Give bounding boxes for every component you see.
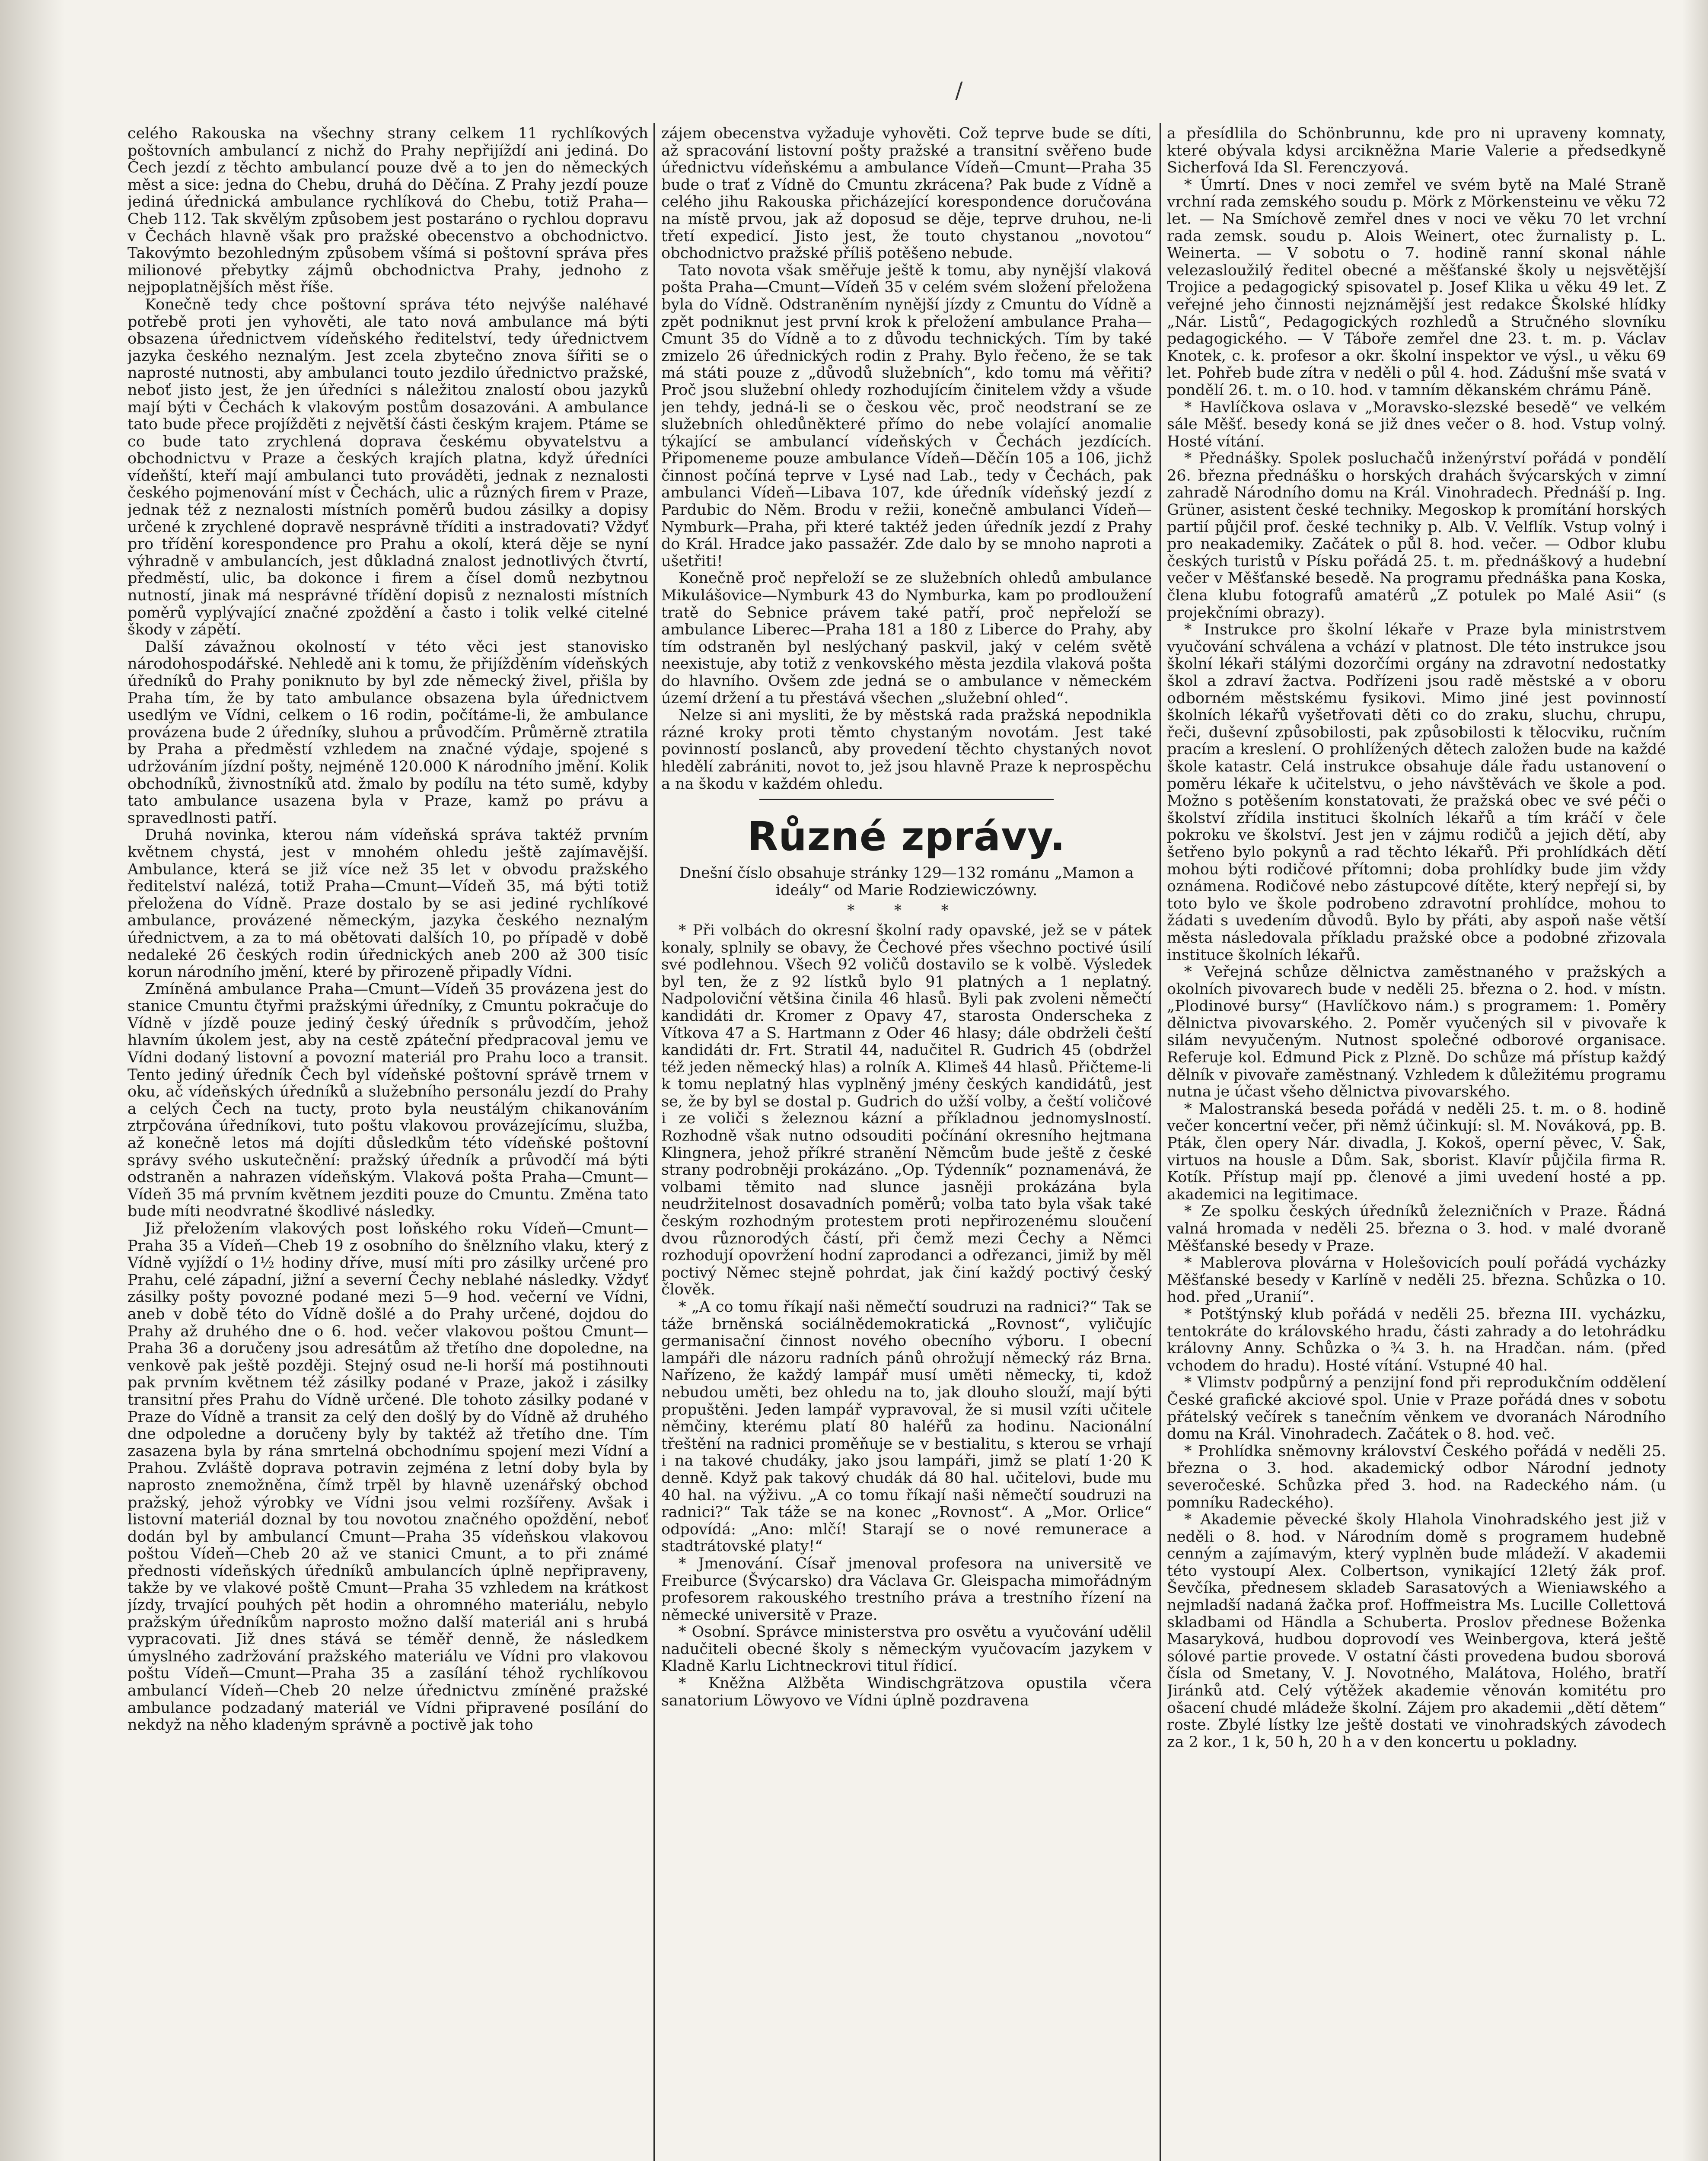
news-item: * Akademie pěvecké školy Hlahola Vinohradského jest již v neděli o 8. hod. v Národním domě s programem hudebně cenným a zajímavým, který vyplněn bude mládeží. V akademii této vystoupí Alex. Colbertson, vynikající 12letý žák prof. Ševčíka, přednesem skladeb Sarasatových a Wieniawského a nejmladší nadaná žačka prof. Hoffmeistra Ms. Lucille Collettová skladbami od Händla a Schuberta. Proslov přednese Boženka Masaryková, hudbou doprovodí ves Weinbergova, která ještě sólové partie provede. V ostatní části provedena budou sborová čísla od Smetany, V. J. Novotného, Malátova, Holého, bratří Jiránků atd. Celý výtěžek akademie věnován komitétu pro ošacení chudé mládeže školní. Zájem pro akademii „dětí dětem“ roste. Zbylé lístky lze ještě dostati ve vinohradských závodech za 2 kor., 1 k, 50 h, 20 h a v den koncertu u pokladny.: [1167, 1511, 1666, 1751]
article-paragraph: Nelze si ani mysliti, že by městská rada pražská nepodnikla rázné kroky proti těmto chystaným novotám. Jest také povinností poslanců, aby provedení těchto chystaných novot hledělí zabrániti, novot to, jež jsou hlavně Praze k neprospěchu a na škodu v každém ohledu.: [661, 707, 1152, 793]
page-mark: /: [955, 78, 963, 104]
separator-stars: * * *: [847, 902, 966, 920]
section-headline: Různé zprávy.: [747, 813, 1066, 860]
news-item: * Při volbách do okresní školní rady opavské, jež se v pátek konaly, splnily se obavy, že Čechové přes všechno poctivé úsilí své podlehnou. Všech 92 voličů dostavilo se k volbě. Výsledek byl ten, že z 92 lístků bylo 91 platných a 1 neplatný. Nadpoloviční většina činila 46 hlasů. Byli pak zvoleni němečtí kandidáti dr. Kromer z Opavy 47, starosta Onderscheka z Vítkova 47 a S. Hartmann z Oder 46 hlasy; dále obdrželi čeští kandidáti dr. Frt. Stratil 44, nadučitel R. Gudrich 45 (obdržel též jeden německý hlas) a rolník A. Klimeš 44 hlasů. Přičteme-li k tomu neplatný hlas vyplněný jmény českých kandidátů, jest se, že by byl se dostal p. Gudrich do užší volby, a čeští voličové i ze voliči s železnou kázní a příkladnou jednomyslností. Rozhodně však nutno odsouditi počínání okresního hejtmana Klingnera, jehož příkré stranění Němcům bude ještě z české strany podrobněji prokázáno. „Op. Týdenník“ poznamenává, že volbami těmito nad slunce jasněji prokázána byla neudržitelnost dosavadních poměrů; volba tato byla však také českým rozhodným protestem proti nepřirozenému sloučení dvou různorodých částí, při čemž mezi Čechy a Němci rozhodují opovržení hodní zaprodanci a odřezanci, jimiž by měl poctivý Němec stejně pohrdat, jak činí každý poctivý český člověk.: [661, 921, 1152, 1299]
article-paragraph: Konečně proč nepřeloží se ze služebních ohledů ambulance Mikulášovice—Nymburk 43 do Nymburka, kam po prodloužení tratě do Sebnice právem také patří, proč nepřeloží se ambulance Liberec—Praha 181 a 180 z Liberce do Prahy, aby tím odstraněn byl neslýchaný paskvil, jaký v celém světě neexistuje, aby totiž z venkovského města jezdila vlaková pošta do hlavního. Ovšem zde jedná se o ambulance v německém území držení a tu přestává všechen „služební ohled“.: [661, 570, 1152, 707]
news-item: * Potštýnský klub pořádá v neděli 25. března III. vycházku, tentokráte do královského hradu, části zahrady a do letohrádku královny Anny. Schůzka o ¾ 3. h. na Hradčan. nám. (před vchodem do hradu). Hosté vítání. Vstupné 40 hal.: [1167, 1305, 1666, 1374]
article-paragraph: Konečně tedy chce poštovní správa této nejvýše naléhavé potřebě proti jen vyhověti, ale tato nová ambulance má býti obsazena úřednictvem vídeňského ředitelství, tedy úřednictvem jazyka českého neznalým. Jest zcela zbytečno znova šířiti se o naprosté nutnosti, aby ambulanci touto jezdilo úřednictvo pražské, neboť jisto jest, že jen úředníci s náležitou znalostí obou jazyků mají býti v Čechách k vlakovým postům dosazováni. A ambulance tato bude přece projížděti z největší části českým krajem. Ptáme se co bude tato zrychlená doprava českému obyvatelstvu a obchodnictvu v Praze a českých krajích platna, když úředníci vídeňští, kteří mají ambulanci tuto prováděti, jednak z neznalosti českého pojmenování míst v Čechách, ulic a různých firem v Praze, jednak též z neznalosti místních poměrů budou zásilky a dopisy určené k zrychlené dopravě nesprávně tříditi a instradovati? Vždyť pro třídění korespondence pro Prahu a okolí, která děje se nyní výhradně v ambulancích, jest důkladná znalost jednotlivých čtvrtí, předměstí, ulic, ba dokonce i firem a čísel domů nezbytnou nutností, jinak má nesprávné třídění dopisů z neznalosti místních poměrů vyplývající značné zpoždění a často i tolik velké citelné škody v zápětí.: [127, 296, 648, 639]
news-item: * Jmenování. Císař jmenoval profesora na universitě ve Freiburce (Švýcarsko) dra Václava Gr. Gleispacha mimořádným profesorem rakouského trestního práva a trestního řízení na německé universitě v Praze.: [661, 1555, 1152, 1624]
article-paragraph: zájem obecenstva vyžaduje vyhověti. Což teprve bude se díti, až spracování listovní pošty pražské a transitní svěřeno bude úřednictvu vídeňskému a ambulance Vídeň—Cmunt—Praha 35 bude o trať z Vídně do Cmuntu zkrácena? Pak bude z Vídně a celého jihu Rakouska přicházející korespondence doručována na místě prvou, jak až doposud se děje, teprve druhou, ne-li třetí expedicí. Jisto jest, že touto chystanou „novotou“ obchodnictvo pražské příliš potěšeno nebude.: [661, 125, 1152, 262]
section-note: Dnešní číslo obsahuje stránky 129—132 románu „Mamon a ideály“ od Marie Rodziewiczówny.: [679, 864, 1134, 899]
news-item: * Malostranská beseda pořádá v neděli 25. t. m. o 8. hodině večer koncertní večer, při němž účinkují: sl. M. Nováková, pp. B. Pták, člen opery Nár. divadla, J. Kokoš, operní pěvec, V. Šak, virtuos na housle a Dům. Sak, sborist. Klavír půjčila firma R. Kotík. Přístup mají pp. členové a jimi uvedení hosté a pp. akademici na legitimace.: [1167, 1100, 1666, 1203]
article-paragraph: Tato novota však směřuje ještě k tomu, aby nynější vlaková pošta Praha—Cmunt—Vídeň 35 v celém svém složení přeložena byla do Vídně. Odstraněním nynější jízdy z Cmuntu do Vídně a zpět podniknut jest první krok k přeložení ambulance Praha—Cmunt 35 do Vídně a to z důvodu technických. Tím by také zmizelo 26 úřednických rodin z Prahy. Bylo řečeno, že se tak má státi pouze z „důvodů služebních“, kdo tomu má věřiti? Proč jsou služební ohledy rozhodujícím činitelem vždy a všude jen tehdy, jedná-li se o českou věc, proč neodstraní se ze služebních ohledůněkteré přímo do nebe volající anomalie týkající se ambulancí vídeňských v Čechách jezdících. Připomeneme pouze ambulance Vídeň—Děčín 105 a 106, jichž činnost počíná teprve v Lysé nad Lab., tedy v Čechách, pak ambulanci Vídeň—Libava 107, kde úředník vídeňský jezdí z Pardubic do Něm. Brodu v režii, konečně ambulanci Vídeň—Nymburk—Praha, při které taktéž jeden úředník jezdí z Prahy do Král. Hradce jako passažér. Zde dalo by se mnoho naproti a ušetřiti!: [661, 261, 1152, 570]
news-item: * Veřejná schůze dělnictva zaměstnaného v pražských a okolních pivovarech bude v neděli 25. března o 2. hod. v místn. „Plodinové bursy“ (Havlíčkovo nám.) s programem: 1. Poměry dělnictva pivovarského. 2. Poměr vyučených sil v pivovaře k silám nevyučeným. Nutnost společné odborové organisace. Referuje kol. Edmund Pick z Plzně. Do schůze má přístup každý dělník v pivovaře zaměstnaný. Vzhledem k důležitému programu nutna je účast všeho dělnictva pivovarského.: [1167, 963, 1666, 1101]
news-item: * Mablerova plovárna v Holešovicích poulí pořádá vycházky Měšťanské besedy v Karlíně v neděli 25. března. Schůzka o 10. hod. před „Uranií“.: [1167, 1254, 1666, 1306]
article-paragraph: Již přeložením vlakových post loňského roku Vídeň—Cmunt—Praha 35 a Vídeň—Cheb 19 z osobního do šnělzního vlaku, který z Vídně vyjíždí o 1½ hodiny dříve, musí míti pro zásilky určené pro Prahu, celé západní, jižní a severní Čechy neblahé následky. Vždyť zásilky pošty povozné podané mezi 5—9 hod. večerní ve Vídni, aneb v době této do Vídně došlé a do Prahy určené, dojdou do Prahy až druhého dne o 6. hod. večer vlakovou poštou Cmunt—Praha 36 a doručeny jsou adresátům až třetího dne dopoledne, na venkově pak ještě později. Stejný osud ne-li horší má postihnouti pak prvním květnem též zásilky podané v Praze, jakož i zásilky transitní přes Prahu do Vídně určené. Dle tohoto zásilky podané v Praze do Vídně a transit za celý den došlý by do Vídně až druhého dne odpoledne a doručeny byly by taktéž až třetího dne. Tím zasazena byla by rána smrtelná obchodnímu spojení mezi Vídní a Prahou. Zvláště doprava potravin zejména z letní doby byla by naprosto znemožněna, čímž trpěl by hlavně uzenářský obchod pražský, jehož výrobky ve Vídni jsou velmi rozšířeny. Avšak i listovní materiál doznal by tou novotou značného opoždění, neboť dodán byl by ambulancí Cmunt—Praha 35 vídeňskou vlakovou poštou Vídeň—Cheb 20 až ve stanici Cmunt, a to při známé přednosti vídeňských úředníků ambulancích úplně nepřipraveny, takže by ve vlakové poště Cmunt—Praha 35 vzhledem na krátkost jízdy, trvající pouhých pět hodin a ohromného materiálu, nebylo pražským úředníkům naprosto možno další materiál ani s hrubá vypracovati. Již dnes stává se téměř denně, že následkem úmyslného zadržování pražského materiálu ve Vídni pro vlakovou poštu Vídeň—Cmunt—Praha 35 a zasílání téhož rychlíkovou ambulancí Vídeň—Cheb 20 nelze úřednictvu zmíněné pražské ambulance podzadaný materiál ve Vídni připravené posílání do nekdyž na něho kladeným správně a poctivě jak toho: [127, 1220, 648, 1734]
column-middle: [661, 125, 1152, 2161]
scan-shadow-right: [1682, 0, 1708, 2161]
news-item: * Ze spolku českých úředníků železničních v Praze. Řádná valná hromada v neděli 25. března o 3. hod. v malé dvoraně Měšťanské besedy v Praze.: [1167, 1203, 1666, 1255]
article-paragraph: Druhá novinka, kterou nám vídeňská správa taktéž prvním květnem chystá, jest v mnohém ohledu ještě zajímavější. Ambulance, která se již více než 35 let v obvodu pražského ředitelství nalézá, totiž Praha—Cmunt—Vídeň 35, má býti totiž přeložena do Vídně. Praze dostalo by se asi jediné rychlíkové ambulance, provázené německým, jazyka českého neznalým úřednictvem, a za to má obětovati dalších 10, po případě v době nedaleké 26 českých rodin úřednických aneb 200 až 300 tisíc korun národního jmění, které by přirozeně připadly Vídni.: [127, 826, 648, 981]
news-item: * Osobní. Správce ministerstva pro osvětu a vyučování udělil nadučiteli obecné školy s německým vyučovacím jazykem v Kladně Karlu Lichtneckrovi titul řídicí.: [661, 1623, 1152, 1675]
article-paragraph: celého Rakouska na všechny strany celkem 11 rychlíkových poštovních ambulancí z nichž do Prahy nepřijíždí ani jediná. Do Čech jezdí z těchto ambulancí pouze dvě a to jen do německých měst a sice: jedna do Chebu, druhá do Děčína. Z Prahy jezdí pouze jediná úřednická ambulance rychlíková do Chebu, totiž Praha—Cheb 112. Tak skvělým způsobem jest postaráno o rychlou dopravu v Čechách hlavně však pro pražské obecenstvo a obchodnictvo. Takovýmto bezohledným způsobem všímá si poštovní správa přes milionové přebytky zájmů obchodnictva Prahy, jednoho z nejpoplatnějších měst říše.: [127, 125, 648, 296]
column-right: [1167, 125, 1666, 2161]
scan-shadow-left: [0, 0, 65, 2161]
news-item: * Havlíčkova oslava v „Moravsko-slezské besedě“ ve velkém sále Měšť. besedy koná se již dnes večer o 8. hod. Vstup volný. Hosté vítání.: [1167, 398, 1666, 450]
article-paragraph: Další závažnou okolností v této věci jest stanovisko národohospodářské. Nehledě ani k tomu, že přijížděním vídeňských úředníků do Prahy poniknuto by byl zde německý živel, přišla by Praha tím, že by tato ambulance obsazena byla úřednictvem usedlým ve Vídni, celkem o 16 rodin, počítáme-li, že ambulance provázena bude 2 úředníky, sluhou a průvodčím. Průměrně ztratila by Praha a předměstí vzhledem na značné výdaje, spojené s udržováním jízdní pošty, nejméně 120.000 K národního jmění. Kolik obchodníků, živnostníků atd. žmalo by podílu na této sumě, kdyby tato ambulance usazena byla v Praze, kamž po právu a spravedlnosti patří.: [127, 638, 648, 827]
news-item: * „A co tomu říkají naši němečtí soudruzi na radnici?“ Tak se táže brněnská sociálnědemokratická „Rovnost“, vyličujíc germanisační činnost nového obecního výboru. I obecní lampáři dle názoru radních pánů ohrožují německý ráz Brna. Nařízeno, že každý lampář musí uměti německy, ti, kdož nebudou uměti, bez ohledu na to, jak dlouho slouží, mají býti propuštěni. Jeden lampář vypravoval, že si musil vzíti učitele němčiny, kterému platí 80 haléřů za hodinu. Nacionální třeštění na radnici proměňuje se v bestialitu, s kterou se vrhají i na takové chudáky, jako jsou lampáři, jimž se platí 1·20 K denně. Když pak takový chudák dá 80 hal. učitelovi, bude mu 40 hal. na výživu. „A co tomu říkají naši němečtí soudruzi na radnici?“ Tak táže se na konec „Rovnost“. A „Mor. Orlice“ odpovídá: „Ano: mlčí! Starají se o nové remunerace a stadtrátovské platy!“: [661, 1298, 1152, 1555]
column-left: [127, 125, 648, 2161]
news-item: * Kněžna Alžběta Windischgrätzova opustila včera sanatorium Löwyovo ve Vídni úplně pozdravena: [661, 1675, 1152, 1709]
section-divider: [759, 799, 1054, 800]
news-item: * Vlimstv podpůrný a penzijní fond při reprodukčním oddělení České grafické akciové spol. Unie v Praze pořádá dnes v sobotu přátelský večírek s tanečním věnkem ve dvoranách Národního domu na Král. Vinohradech. Začátek o 8. hod. več.: [1167, 1374, 1666, 1443]
column-rule: [653, 123, 655, 2161]
news-item: * Úmrtí. Dnes v noci zemřel ve svém bytě na Malé Straně vrchní rada zemského soudu p. Mörk z Mörkensteinu ve věku 72 let. — Na Smíchově zemřel dnes v noci ve věku 70 let vrchní rada zemsk. soudu p. Alois Weinert, otec žurnalisty p. L. Weinerta. — V sobotu o 7. hodině ranní skonal náhle velezasloužilý ředitel obecné a měšťanské školy u nejsvětější Trojice a pedagogický spisovatel p. Josef Klika u věku 49 let. Z veřejné jeho činnosti nejznámější jest redakce Školské hlídky „Nár. Listů“, Pedagogických rozhledů a Stručného slovníku pedagogického. — V Táboře zemřel dne 23. t. m. p. Václav Knotek, c. k. profesor a okr. školní inspektor ve výsl., u věku 69 let. Pohřeb bude zítra v neděli o půl 4. hod. Zádušní mše svatá v pondělí 26. t. m. o 10. hod. v tamním děkanském chrámu Páně.: [1167, 176, 1666, 399]
news-item: * Přednášky. Spolek posluchačů inženýrství pořádá v pondělí 26. března přednášku o horských drahách švýcarských v zimní zahradě Národního domu na Král. Vinohradech. Přednáší p. Ing. Grüner, asistent české techniky. Megoskop k promítání horských partií půjčil prof. české techniky p. Alb. V. Velflík. Vstup volný i pro neakademiky. Začátek o půl 8. hod. večer. — Odbor klubu českých turistů v Písku pořádá 25. t. m. přednáškový a hudební večer v Měšťanské besedě. Na programu přednáška pana Koska, člena klubu fotografů amatérů „Z potulek po Malé Asii“ (s projekčními obrazy).: [1167, 450, 1666, 622]
column-rule: [1160, 123, 1161, 2161]
news-item: * Instrukce pro školní lékaře v Praze byla ministrstvem vyučování schválena a vchází v platnost. Dle této instrukce jsou školní lékaři stálými dozorčími orgány na zdravotní nedostatky škol a zdraví žactva. Podřízeni jsou radě městské a v oboru odborném městskému fysikovi. Mimo jiné jest povinností školních lékařů vyšetřovati děti co do zraku, sluchu, chrupu, řeči, duševní způsobilosti, pak způsobilosti k tělocviku, ručním pracím a kreslení. O prohlížených dětech založen bude na každé škole katastr. Celá instrukce obsahuje dále řadu ustanovení o poměru lékaře k učitelstvu, o jeho návštěvách ve škole a pod. Možno s potěšením konstatovati, že pražská obec ve své péči o školství zřídila instituci školních lékařů a tím kráčí v čele pokroku ve školství. Jest jen v zájmu rodičů a jejich dětí, aby šetřeno bylo pokynů a rad těchto lékařů. Při prohlídkách dětí mohou býti rodičové přítomni; doba prohlídky bude jim vždy oznámena. Rodičové nebo zástupcové dítěte, který nepřejí si, by toto bylo ve škole podrobeno zdravotní prohlídce, mohou to žádati s uvedením důvodů. Bylo by přáti, aby aspoň naše větší města následovala příkladu pražské obce a podobné zřizovala instituce školních lékařů.: [1167, 621, 1666, 964]
news-item: * Prohlídka sněmovny království Českého pořádá v neděli 25. března o 3. hod. akademický odbor Národní jednoty severočeské. Schůzka před 3. hod. na Radeckého nám. (u pomníku Radeckého).: [1167, 1442, 1666, 1511]
news-item: a přesídlila do Schönbrunnu, kde pro ni upraveny komnaty, které obývala kdysi arcikněžna Marie Valerie a předsedkyně Sicherfová Ida Sl. Ferenczyová.: [1167, 125, 1666, 177]
article-paragraph: Zmíněná ambulance Praha—Cmunt—Vídeň 35 provázena jest do stanice Cmuntu čtyřmi pražskými úředníky, z Cmuntu pokračuje do Vídně v jízdě pouze jediný český úředník s průvodčím, jehož hlavním úkolem jest, aby na cestě zpáteční předpracoval jemu ve Vídni dodaný listovní a povozní materiál pro Prahu loco a transit. Tento jediný úředník Čech byl vídeňské poštovní správě trnem v oku, ač vídeňských úředníků a služebního personálu jezdí do Prahy a celých Čech na tucty, proto byla neustálým chikanováním ztrpčována úředníkovi, tuto poštu vlakovou provázejícímu, služba, až konečně letos má dojíti důsledkům této vídeňské poštovní správy svého uskutečnění: pražský úředník a průvodčí má býti odstraněn a nahrazen vídeňským. Vlaková pošta Praha—Cmunt—Vídeň 35 má prvním květnem jezditi pouze do Cmuntu. Změna tato bude míti neodvratné škodlivé následky.: [127, 980, 648, 1221]
